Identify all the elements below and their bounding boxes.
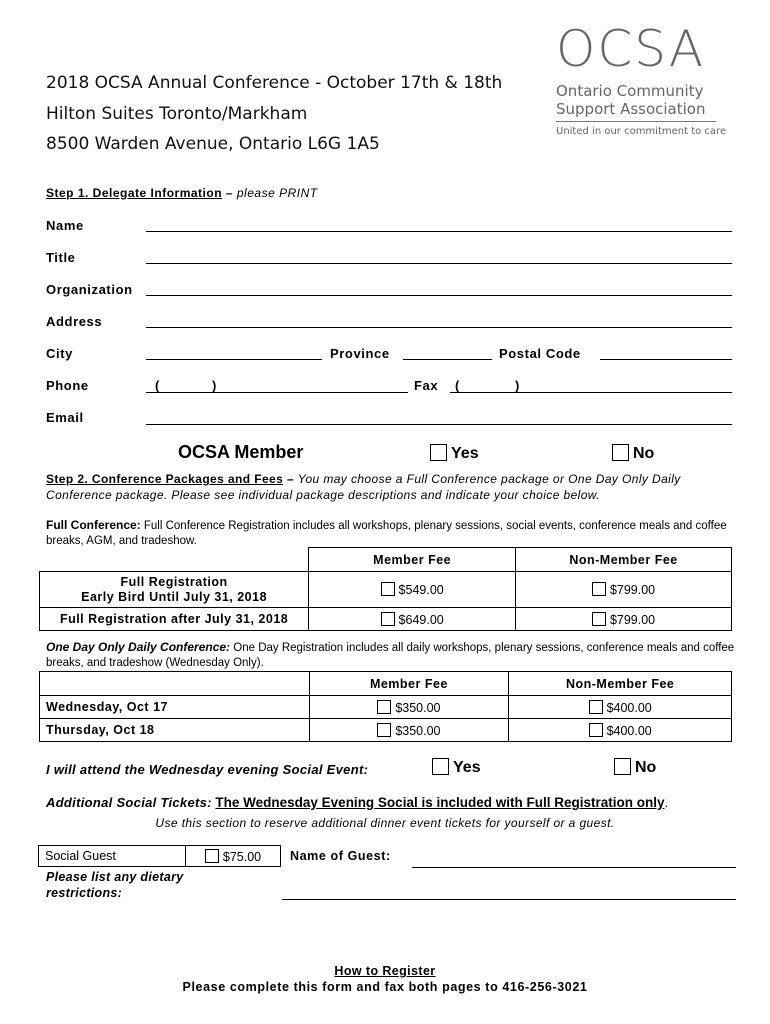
social-yes-label: Yes <box>453 759 481 776</box>
city-label: City <box>46 346 73 361</box>
phone-area-open: ( <box>155 378 160 393</box>
table-header-row <box>40 548 732 572</box>
step1-dash: – <box>222 186 237 200</box>
social-no-checkbox[interactable] <box>614 758 631 775</box>
thursday-nonmember-cell[interactable] <box>509 719 732 742</box>
postal-code-label: Postal Code <box>499 346 581 361</box>
wednesday-nonmember-cell[interactable] <box>509 696 732 719</box>
col-member-fee: Member Fee <box>309 548 516 572</box>
full-early-bird-label <box>40 572 309 608</box>
step1-title: Step 1. Delegate Information <box>46 186 223 200</box>
social-yes-checkbox[interactable] <box>432 758 449 775</box>
full-regular-label: Full Registration after July 31, 2018 <box>40 608 309 631</box>
table-row <box>40 572 732 608</box>
one-day-heading: One Day Only Daily Conference: <box>46 640 231 654</box>
member-yes-label: Yes <box>451 445 479 462</box>
checkbox[interactable] <box>381 612 395 626</box>
checkbox[interactable] <box>377 700 391 714</box>
email-field[interactable] <box>146 424 732 425</box>
price: $549.00 <box>398 583 444 597</box>
dietary-line2: restrictions: <box>46 886 123 900</box>
additional-heading: Additional Social Tickets: <box>46 795 212 810</box>
full-regular-nonmember-cell[interactable] <box>516 608 732 631</box>
additional-tickets-heading <box>46 795 668 810</box>
member-yes-checkbox[interactable] <box>430 444 447 461</box>
checkbox[interactable] <box>589 700 603 714</box>
phone-area-close: ) <box>212 378 217 393</box>
name-label: Name <box>46 218 84 233</box>
table-row <box>40 719 732 742</box>
how-to-register: How to Register <box>334 964 436 978</box>
logo-acronym: OCSA <box>556 20 706 78</box>
province-label: Province <box>330 346 390 361</box>
logo-name-line2: Support Association <box>556 100 706 118</box>
price: $350.00 <box>395 723 441 738</box>
organization-field[interactable] <box>146 295 732 296</box>
venue-address: 8500 Warden Avenue, Ontario L6G 1A5 <box>46 134 380 154</box>
full-conference-fee-table <box>39 547 732 631</box>
fax-field[interactable] <box>450 392 732 393</box>
one-day-text: One Day Registration includes all daily workshops, plenary sessions, conference meals and coffee breaks, and tradeshow (Wednesday Only). <box>46 642 735 669</box>
postal-code-field[interactable] <box>600 359 732 360</box>
name-field[interactable] <box>146 231 732 232</box>
dietary-field[interactable] <box>282 899 736 900</box>
guest-name-field[interactable] <box>412 867 736 868</box>
table-row <box>40 608 732 631</box>
table-row <box>40 696 732 719</box>
full-conference-text: Full Conference Registration includes all workshops, plenary sessions, social events, conference meals and coffee breaks, AGM, and tradeshow. <box>46 520 727 547</box>
price: $350.00 <box>395 700 441 715</box>
social-event-question: I will attend the Wednesday evening Social Event: <box>46 762 369 777</box>
additional-period: . <box>664 795 669 810</box>
logo-name-line1: Ontario Community <box>556 82 704 100</box>
col-nonmember-fee: Non-Member Fee <box>516 548 732 572</box>
step2-heading <box>46 471 736 503</box>
price: $400.00 <box>606 723 652 738</box>
conference-title: 2018 OCSA Annual Conference - October 17th & 18th <box>46 73 503 93</box>
table-row <box>39 846 281 867</box>
checkbox[interactable] <box>592 612 606 626</box>
col-member-fee: Member Fee <box>309 672 509 696</box>
checkbox[interactable] <box>377 723 391 737</box>
member-no-option[interactable] <box>612 444 654 463</box>
checkbox[interactable] <box>592 582 606 596</box>
price: $649.00 <box>398 612 444 627</box>
title-field[interactable] <box>146 263 732 264</box>
full-conference-heading: Full Conference: <box>46 518 141 532</box>
row-label-line1: Full Registration <box>120 574 228 589</box>
organization-label: Organization <box>46 282 133 297</box>
dietary-label <box>46 869 184 901</box>
social-guest-label: Social Guest <box>39 846 186 867</box>
additional-emphasis: The Wednesday Evening Social is included with Full Registration only <box>215 795 665 810</box>
province-field[interactable] <box>403 359 492 360</box>
social-guest-table <box>38 845 281 867</box>
member-no-checkbox[interactable] <box>612 444 629 461</box>
wednesday-label: Wednesday, Oct 17 <box>40 696 310 719</box>
one-day-fee-table <box>39 671 732 742</box>
col-nonmember-fee: Non-Member Fee <box>509 672 732 696</box>
full-regular-member-cell[interactable] <box>309 608 516 631</box>
one-day-description <box>46 640 736 671</box>
logo-tagline: United in our commitment to care <box>556 126 727 137</box>
social-yes-option[interactable] <box>432 758 481 777</box>
step2-dash: – <box>283 472 298 486</box>
price: $75.00 <box>222 849 262 864</box>
additional-subtext: Use this section to reserve additional dinner event tickets for yourself or a guest. <box>155 816 615 830</box>
step2-title: Step 2. Conference Packages and Fees <box>46 472 284 486</box>
logo-divider <box>556 121 716 122</box>
email-label: Email <box>46 410 84 425</box>
phone-field[interactable] <box>146 392 408 393</box>
guest-name-label: Name of Guest: <box>290 849 391 863</box>
social-no-option[interactable] <box>614 758 656 777</box>
checkbox[interactable] <box>205 849 219 863</box>
city-field[interactable] <box>146 359 322 360</box>
checkbox[interactable] <box>381 582 395 596</box>
dietary-line1: Please list any dietary <box>46 870 184 884</box>
member-no-label: No <box>633 445 655 462</box>
ocsa-member-label: OCSA Member <box>178 442 304 462</box>
full-conference-description <box>46 518 736 549</box>
ocsa-logo <box>556 20 756 137</box>
phone-label: Phone <box>46 378 89 393</box>
title-label: Title <box>46 250 76 265</box>
price: $799.00 <box>609 583 656 597</box>
row-label-line2: Early Bird Until July 31, 2018 <box>81 589 268 604</box>
thursday-label: Thursday, Oct 18 <box>40 719 310 742</box>
step2-note: You may choose a Full Conference package or One Day Only Daily Conference package. Please see individual package descriptions and indicate your choice below. <box>46 472 681 502</box>
address-label: Address <box>46 314 103 329</box>
fax-label: Fax <box>414 378 439 393</box>
full-early-nonmember-cell[interactable] <box>516 572 732 608</box>
checkbox[interactable] <box>589 723 603 737</box>
social-guest-price-cell[interactable] <box>186 846 281 867</box>
full-early-member-cell[interactable] <box>309 572 516 608</box>
member-yes-option[interactable] <box>430 444 479 463</box>
step1-heading <box>46 186 318 200</box>
price: $799.00 <box>609 612 656 627</box>
fax-instruction: Please complete this form and fax both pages to 416-256-3021 <box>182 980 588 994</box>
fax-area-close: ) <box>515 378 520 393</box>
table-header-row <box>40 672 732 696</box>
price: $400.00 <box>606 700 652 715</box>
address-field[interactable] <box>146 327 732 328</box>
social-no-label: No <box>635 759 657 776</box>
fax-area-open: ( <box>455 378 460 393</box>
thursday-member-cell[interactable] <box>309 719 509 742</box>
wednesday-member-cell[interactable] <box>309 696 509 719</box>
step1-note: please PRINT <box>236 186 318 200</box>
venue-name: Hilton Suites Toronto/Markham <box>46 104 308 124</box>
